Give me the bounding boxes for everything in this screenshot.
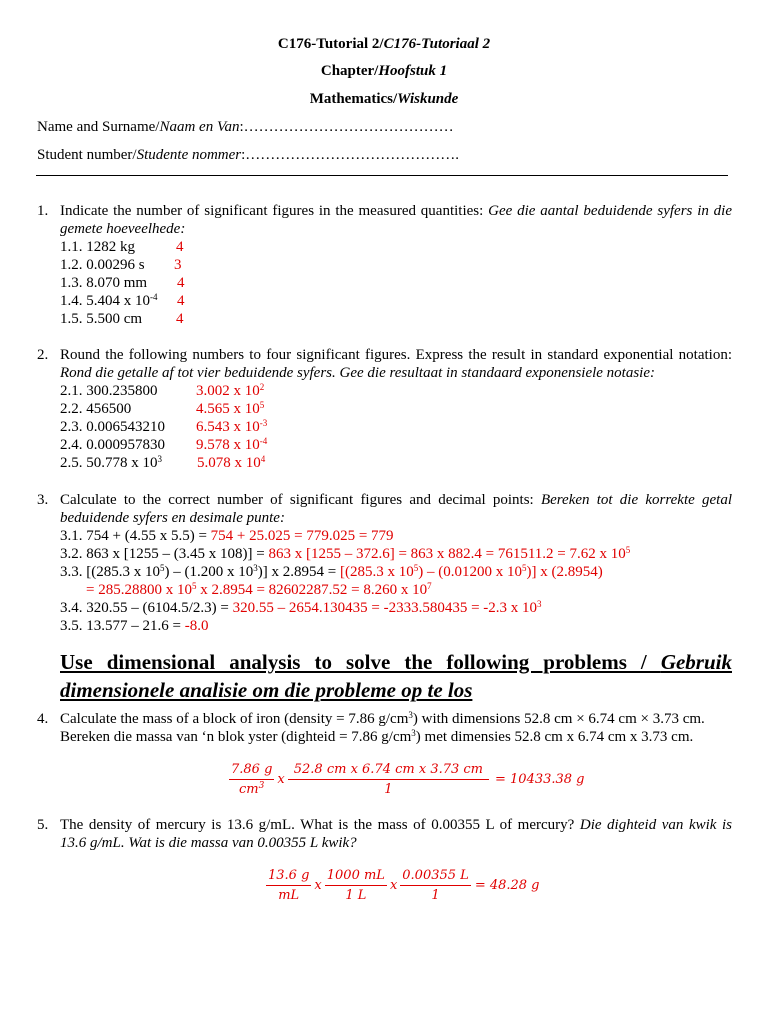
exponent: 3 — [408, 710, 413, 720]
answer-base: 4.565 x 10 — [196, 401, 260, 417]
numerator: 52.8 cm x 6.74 cm x 3.73 cm — [288, 762, 489, 780]
item-label: 2.3. 0.006543210 — [60, 419, 165, 435]
q4-equation — [229, 762, 588, 797]
item-question: 3.1. 754 + (4.55 x 5.5) = — [60, 528, 211, 544]
q2-prompt-line2: Rond die getalle af tot vier beduidende syfers. Gee die resultaat in standaard exponensiele notasie: — [60, 365, 656, 381]
item-answer: ) – (0.01200 x 10 — [418, 564, 522, 580]
denominator: mL — [278, 888, 300, 903]
answer-exponent: 5 — [625, 545, 631, 555]
q5-number: 5. — [37, 817, 49, 833]
item-answer: 4 — [177, 275, 185, 291]
item-answer: 863 x [1255 – 372.6] = 863 x 882.4 = 761511.2 = 7.62 x 10 — [268, 546, 626, 562]
denominator-text: cm — [239, 782, 259, 797]
q2-prompt — [60, 347, 732, 364]
item-answer: 4 — [176, 239, 184, 255]
q2-item — [60, 454, 266, 472]
name-blank: :…………………………………… — [239, 119, 454, 135]
item-answer: [(285.3 x 10 — [339, 564, 414, 580]
numerator: 0.00355 L — [400, 868, 471, 886]
q1-prompt — [60, 203, 732, 220]
item-answer — [196, 419, 267, 436]
item-label: 1.2. 0.00296 s — [60, 257, 145, 273]
q1-text: Indicate the number of significant figures in the measured quantities: — [60, 203, 489, 219]
section-heading-text: Use dimensional analysis to solve the following problems / — [60, 650, 661, 674]
header-divider — [36, 175, 728, 176]
q1-item — [60, 239, 184, 256]
item-question: 3.4. 320.55 – (6104.5/2.3) = — [60, 600, 233, 616]
name-label-italic: Naam en Van — [159, 119, 240, 135]
student-blank: :……………………………………. — [241, 147, 460, 163]
times-operator: x — [314, 878, 322, 893]
item-question: )] x 2.8954 = — [257, 564, 340, 580]
student-number-field — [37, 147, 459, 164]
item-answer: 3 — [174, 257, 182, 273]
exponent: 5 — [160, 563, 165, 573]
q2-item — [60, 382, 265, 400]
times-operator: x — [277, 772, 285, 787]
student-label-italic: Studente nommer — [136, 147, 242, 163]
q2-text: Round the following numbers to four significant figures. Express the result in standard exponential notation: — [60, 347, 732, 363]
item-label: 2.4. 0.000957830 — [60, 437, 165, 453]
result: = 48.28 g — [474, 878, 540, 893]
item-answer: x 2.8954 = 82602287.52 = 8.260 x 10 — [196, 582, 428, 598]
q4-text: Bereken die massa van ‘n blok yster (dighteid = 7.86 g/cm — [60, 729, 412, 745]
q3-item-3-1 — [60, 528, 394, 545]
answer-exponent: 2 — [259, 382, 265, 392]
answer-base: 6.543 x 10 — [196, 419, 260, 435]
q4-text: ) met dimensies 52.8 cm x 6.74 cm x 3.73 cm. — [415, 729, 694, 745]
fraction — [288, 762, 489, 797]
answer-base: 5.078 x 10 — [197, 455, 261, 471]
item-answer: 4 — [176, 311, 184, 327]
item-label: 1.3. 8.070 mm — [60, 275, 148, 291]
item-label: 2.1. 300.235800 — [60, 383, 158, 399]
exponent: 3 — [258, 781, 265, 791]
section-heading-line2: dimensionele analisie om die probleme op te los — [60, 678, 473, 702]
item-answer: )] x (2.8954) — [526, 564, 603, 580]
q1-item — [60, 292, 185, 310]
item-question: 3.3. [(285.3 x 10 — [60, 564, 160, 580]
q1-prompt-line2: gemete hoeveelhede: — [60, 221, 186, 237]
fraction — [266, 868, 311, 903]
exponent: 7 — [427, 581, 432, 591]
item-answer — [196, 383, 264, 400]
answer-exponent: -4 — [259, 436, 268, 446]
fraction — [325, 868, 387, 903]
exponent: 5 — [191, 581, 197, 591]
q3-item-3-3 — [60, 564, 603, 581]
section-heading-italic: Gebruik — [660, 650, 732, 674]
denominator: 1 — [431, 888, 440, 903]
times-operator: x — [389, 878, 398, 893]
name-label: Name and Surname/ — [37, 119, 160, 135]
q2-item — [60, 436, 268, 454]
q3-item-3-3-continuation — [86, 582, 432, 599]
answer-exponent: -3 — [259, 418, 268, 428]
subject-text: Mathematics/ — [309, 91, 398, 107]
q5-prompt — [60, 817, 732, 834]
title-italic: C176-Tutoriaal 2 — [383, 36, 491, 52]
result: = 10433.38 g — [495, 772, 585, 787]
q3-italic: Bereken tot die korrekte getal — [540, 492, 732, 508]
q3-item-3-5 — [60, 618, 208, 635]
fraction — [229, 762, 274, 797]
exponent: 5 — [521, 563, 527, 573]
q1-item — [60, 257, 182, 274]
q2-item — [60, 400, 265, 418]
chapter-text: Chapter/ — [320, 63, 379, 79]
q3-prompt — [60, 492, 732, 509]
q4-number: 4. — [37, 711, 49, 727]
section-heading — [60, 648, 732, 676]
numerator: 13.6 g — [266, 868, 311, 886]
student-label: Student number/ — [37, 147, 137, 163]
chapter-italic: Hoofstuk 1 — [378, 63, 448, 79]
q5-equation — [266, 868, 543, 903]
q5-text: The density of mercury is 13.6 g/mL. What is the mass of 0.00355 L of mercury? — [60, 817, 580, 833]
denominator: 1 L — [345, 888, 367, 903]
tutorial-title — [0, 36, 768, 53]
item-exponent: 3 — [157, 454, 162, 464]
q4-prompt — [60, 711, 705, 728]
chapter-title — [0, 63, 768, 80]
answer-base: 9.578 x 10 — [196, 437, 260, 453]
q2-item — [60, 418, 268, 436]
q1-item — [60, 311, 184, 328]
q3-number: 3. — [37, 492, 49, 508]
q1-item — [60, 275, 185, 292]
item-label: 1.1. 1282 kg — [60, 239, 135, 255]
item-question: 3.2. 863 x [1255 – (3.45 x 108)] = — [60, 546, 269, 562]
title-text: C176-Tutorial 2/ — [277, 36, 384, 52]
exponent: 5 — [413, 563, 419, 573]
denominator: 1 — [384, 782, 393, 797]
q3-prompt-line2: beduidende syfers en desimale punte: — [60, 510, 285, 526]
name-field — [37, 119, 454, 136]
q3-item-3-4 — [60, 600, 542, 617]
answer-exponent: 4 — [260, 454, 266, 464]
item-answer: 754 + 25.025 = 779.025 = 779 — [210, 528, 394, 544]
exponent: 3 — [411, 728, 416, 738]
fraction — [400, 868, 471, 903]
item-label: 2.2. 456500 — [60, 401, 132, 417]
q1-italic: Gee die aantal beduidende syfers in die — [488, 203, 733, 219]
q4-prompt-line2 — [60, 729, 693, 746]
answer-exponent: 5 — [259, 400, 265, 410]
subject-title — [0, 91, 768, 108]
numerator: 7.86 g — [229, 762, 274, 780]
q1-number: 1. — [37, 203, 49, 219]
q5-prompt-line2: 13.6 g/mL. Wat is die massa van 0.00355 L kwik? — [60, 835, 357, 851]
denominator — [229, 780, 274, 797]
subject-italic: Wiskunde — [397, 91, 459, 107]
item-answer — [196, 437, 267, 454]
q5-italic: Die dighteid van kwik is — [579, 817, 733, 833]
item-label: 2.5. 50.778 x 10 — [60, 455, 158, 471]
item-question: 3.5. 13.577 – 21.6 = — [60, 618, 185, 634]
q4-text: ) with dimensions 52.8 cm × 6.74 cm × 3.73 cm. — [412, 711, 705, 727]
item-question: ) – (1.200 x 10 — [164, 564, 254, 580]
item-answer — [196, 401, 264, 418]
q3-text: Calculate to the correct number of significant figures and decimal points: — [60, 492, 541, 508]
item-label: 1.4. 5.404 x 10 — [60, 293, 150, 309]
q4-text: Calculate the mass of a block of iron (density = 7.86 g/cm — [60, 711, 409, 727]
item-answer — [197, 455, 265, 472]
item-answer: 4 — [177, 293, 185, 309]
answer-base: 3.002 x 10 — [196, 383, 260, 399]
q3-item-3-2 — [60, 546, 630, 563]
q2-number: 2. — [37, 347, 49, 363]
exponent: 3 — [253, 563, 258, 573]
item-answer: 320.55 – 2654.130435 = -2333.580435 = -2.3 x 10 — [232, 600, 538, 616]
item-label: 1.5. 5.500 cm — [60, 311, 143, 327]
item-answer: = 285.28800 x 10 — [86, 582, 192, 598]
item-exponent: -4 — [150, 292, 158, 302]
item-answer: -8.0 — [184, 618, 209, 634]
answer-exponent: 3 — [537, 599, 542, 609]
numerator: 1000 mL — [325, 868, 387, 886]
